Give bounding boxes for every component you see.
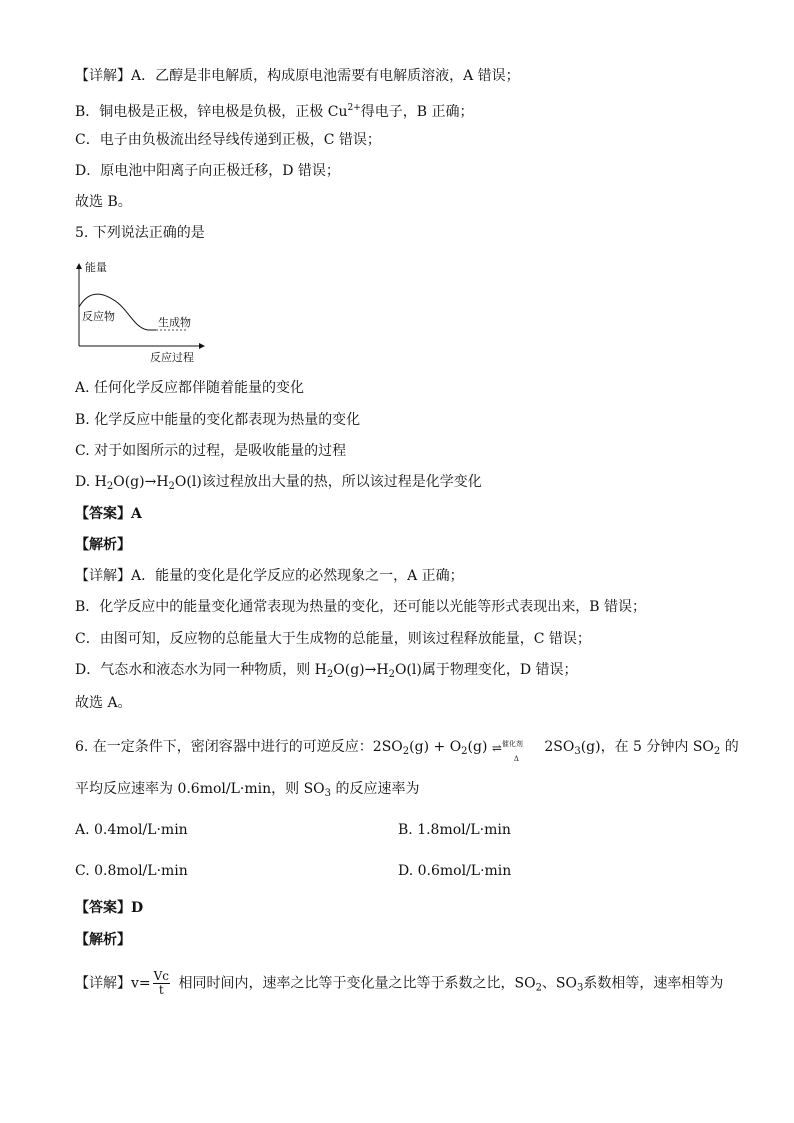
q5-option-b: B. 化学反应中能量的变化都表现为热量的变化 xyxy=(75,412,361,428)
q5-detail-d-post: O(l)属于物理变化，D 错误； xyxy=(394,662,578,678)
q4-detail-b-post: 得电子，B 正确； xyxy=(360,104,474,120)
q6-stem-line1 xyxy=(75,736,739,762)
q6-stem-g: (g) xyxy=(467,739,488,755)
sub: 2 xyxy=(106,481,114,492)
q6-answer: 【答案】D xyxy=(75,900,144,916)
catalyst-label: 催化剂 xyxy=(501,740,523,748)
reactant-label: 反应物 xyxy=(82,310,115,323)
q5-option-d-pre: D. H xyxy=(75,474,107,490)
q5-conclusion: 故选 A。 xyxy=(75,695,132,711)
sub: 3 xyxy=(577,982,584,994)
q6-detail-pre: 【详解】v= xyxy=(75,975,151,992)
sub: 2 xyxy=(402,746,410,757)
sub: 3 xyxy=(324,788,332,799)
y-axis-label: 能量 xyxy=(85,261,107,274)
sub: 2 xyxy=(168,481,175,492)
q6-stem2-pre: 平均反应速率为 0.6mol/L·min，则 SO xyxy=(75,781,325,797)
q6-stem2-post: 的反应速率为 xyxy=(331,781,420,797)
q6-detail-post2: 、SO xyxy=(541,975,578,992)
q5-analysis: 【解析】 xyxy=(75,537,131,553)
q4-detail-d: D．原电池中阳离子向正极迁移，D 错误； xyxy=(75,163,340,179)
q6-stem-o: (g) + O xyxy=(409,739,462,755)
sub: 2 xyxy=(461,746,468,757)
q5-option-c: C. 对于如图所示的过程，是吸收能量的过程 xyxy=(75,443,347,459)
q6-stem-product-post: (g)，在 5 分钟内 SO xyxy=(580,739,714,755)
q6-stem-line2 xyxy=(75,779,419,804)
q5-detail-a: 【详解】A．能量的变化是化学反应的必然现象之一，A 正确； xyxy=(75,568,464,584)
rate-fraction xyxy=(153,970,170,997)
q6-detail-post3: 系数相等，速率相等为 xyxy=(583,975,724,992)
energy-diagram xyxy=(70,258,210,366)
fraction-denominator: t xyxy=(158,983,164,997)
q6-option-a: A. 0.4mol/L·min xyxy=(75,822,188,838)
q4-conclusion: 故选 B。 xyxy=(75,194,132,210)
q6-stem-product: 2SO xyxy=(544,739,575,755)
q5-option-d-mid: O(g)→H xyxy=(113,474,169,490)
q5-detail-d xyxy=(75,660,578,685)
q4-detail-b xyxy=(75,98,474,122)
q5-detail-b: B．化学反应中的能量变化通常表现为热量的变化，还可能以光能等形式表现出来，B 错误； xyxy=(75,599,647,615)
q6-detail xyxy=(75,970,723,999)
product-label: 生成物 xyxy=(158,316,191,329)
q5-option-a: A. 任何化学反应都伴随着能量的变化 xyxy=(75,380,305,396)
q5-stem: 5. 下列说法正确的是 xyxy=(75,225,205,241)
q6-analysis: 【解析】 xyxy=(75,932,131,948)
q4-detail-c: C．电子由负极流出经导线传递到正极，C 错误； xyxy=(75,132,381,148)
q6-option-d: D. 0.6mol/L·min xyxy=(398,863,512,879)
cu-charge: 2+ xyxy=(347,103,361,113)
q6-detail-post1: 相同时间内，速率之比等于变化量之比等于系数之比，SO xyxy=(174,975,536,992)
x-axis-label: 反应过程 xyxy=(150,351,194,364)
q5-detail-d-mid: O(g)→H xyxy=(333,662,389,678)
q5-option-d xyxy=(75,472,482,497)
sub: 2 xyxy=(535,982,542,994)
q6-stem-pre: 6. 在一定条件下，密闭容器中进行的可逆反应：2SO xyxy=(75,739,403,755)
sub: 2 xyxy=(388,669,395,680)
q4-detail-b-pre: B．铜电极是正极，锌电极是负极，正极 Cu xyxy=(75,104,348,120)
q6-stem-end: 的 xyxy=(720,739,739,755)
sub: 3 xyxy=(574,746,581,757)
fraction-numerator: Vc xyxy=(153,969,170,983)
q4-detail-a: 【详解】A．乙醇是非电解质，构成原电池需要有电解质溶液，A 错误； xyxy=(75,68,520,84)
q5-option-d-post: O(l)该过程放出大量的热，所以该过程是化学变化 xyxy=(174,474,482,490)
q5-answer: 【答案】A xyxy=(75,506,142,522)
sub: 2 xyxy=(326,669,334,680)
q5-detail-c: C．由图可知，反应物的总能量大于生成物的总能量，则该过程释放能量，C 错误； xyxy=(75,631,591,647)
reaction-condition xyxy=(491,736,540,763)
q6-option-b: B. 1.8mol/L·min xyxy=(398,822,511,838)
sub: 2 xyxy=(713,746,721,757)
q6-option-c: C. 0.8mol/L·min xyxy=(75,863,188,879)
equilibrium-arrow-icon: ⇌ xyxy=(491,741,502,755)
heat-symbol: Δ xyxy=(513,755,519,763)
q5-detail-d-pre: D．气态水和液态水为同一种物质，则 H xyxy=(75,662,327,678)
